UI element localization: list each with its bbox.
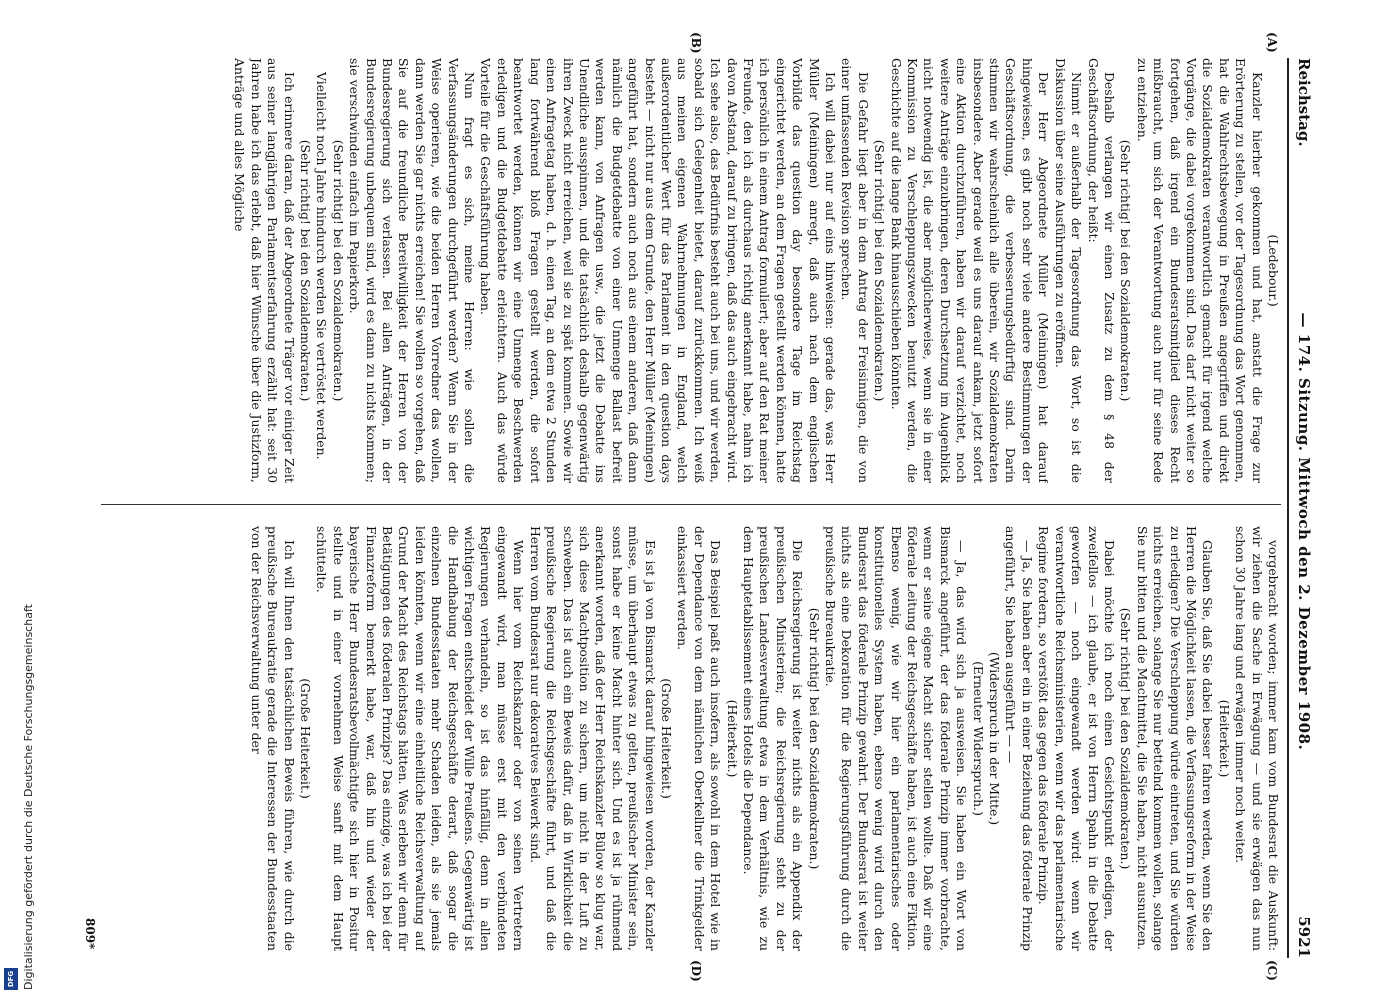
digitization-sidebar xyxy=(0,0,35,1000)
rotated-page-content xyxy=(80,32,1315,982)
paragraph: Es ist ja von Bismarck darauf hingewiesen worden, der Kanzler müsse, um überhaupt etwas zu gelten, preußischer Minister sein, sonst habe er keine Macht hinter sich. Und es ist ja rühmend anerkannt worden, daß der Herr Reichskanzler Bülow so klug war, sich diese Machtposition zu sichern, um nicht in der Luft zu schweben. Das ist auch ein Beweis dafür, daß in Wirklichkeit die preußische Regierung die Reichsgeschäfte führt, und daß die Herren vom Bundesrat nur dekoratives Beiwerk sind. xyxy=(527,526,658,951)
paragraph: Die Gefahr liegt aber in dem Antrag der Freisinnigen, die von einer umfassenden Revision sprechen. xyxy=(839,58,871,483)
paragraph: — Ja, Sie haben aber ein in einer Beziehung das föderale Prinzip angeführt, Sie haben ausgeführt — — xyxy=(1003,526,1035,951)
header-center: — 174. Sitzung. Mittwoch den 2. Dezember 1908. xyxy=(1295,312,1313,751)
margin-mark-c: (C) xyxy=(1265,960,1279,981)
paragraph: Kanzler hierher gekommen und hat, anstatt die Frage zur Erörterung zu stellen, vor der Tagesordnung das Wort genommen, hat die Wahlrechtsbewegung in Preußen angegriffen und direkt die Sozialdemokraten verantwortlich gemacht für irgend welche Vorgänge, die dabei vorgekommen sind. Das darf nicht weiter so fortgehen, daß irgend ein Bundesratsmitglied dieses Recht mißbraucht, um sich der Verantwortung auch nur für seine Rede zu entziehen. xyxy=(1134,58,1265,483)
interjection: (Heiterkeit.) xyxy=(724,699,740,778)
margin-mark-d: (D) xyxy=(689,960,703,982)
header-left: Reichstag. xyxy=(1295,58,1313,147)
right-column xyxy=(101,526,1281,951)
paragraph: vorgebracht worden; immer kam vom Bundesrat die Auskunft: wir ziehen die Sache in Erwägung — und sie erwägen das nun schon 30 Jahre lang und erwägen immer noch weiter. xyxy=(1233,526,1281,951)
page-header xyxy=(1293,58,1315,958)
interjection: (Sehr richtig! bei den Sozialdemokraten.) xyxy=(298,139,314,402)
interjection: (Heiterkeit.) xyxy=(1216,699,1232,778)
interjection: (Sehr richtig! bei den Sozialdemokraten.) xyxy=(330,139,346,402)
interjection: (Sehr richtig! bei den Sozialdemokraten.) xyxy=(872,139,888,402)
paragraph: Ich will dabei nur auf eins hinweisen: gerade das, was Herr Müller (Meiningen) anregt, daß auch nach dem englischen Vorbilde das question day besondere Tage im Reichstag eingerichtet werden, an dem Fragen gestellt werden können, hatte ich persönlich in einem Antrag formuliert; aber auf den Rat meiner Freunde, den ich als durchaus richtig anerkannt habe, nahm ich davon Abstand, darauf zu bringen, daß das auch eingebracht wird. Ich sehe also, das Bedürfnis besteht auch bei uns, und wir werden, sobald sich Gelegenheit bietet, darauf zurückkommen. Ich weiß aus meinen eigenen Wahrnehmungen in England, welch außerordentlicher Wert für das Parlament in den question days besteht — nicht nur aus dem Grunde, den Herr Müller (Meiningen) angeführt hat, sondern auch noch aus einem anderen, daß dann nämlich die Budgetdebatte von einer Unmenge Ballast befreit werden kann, von Anfragen usw., die jetzt die Debatte ins Unendliche ausspinnen, und die tatsächlich deshalb gegenwärtig ihren Zweck nicht erreichen, weil sie zu spät kommen. Sowie wir einen Anfragetag haben, d. h. einen Tag, an dem etwa 2 Stunden lang fortwährend bloß Fragen gestellt werden, die sofort beantwortet werden, können wir eine Unmenge Beschwerden erledigen und die Budgetdebatte erleichtern. Auch das würde Vorteile für die Geschäftsführung haben. xyxy=(478,58,839,483)
digitization-note: Digitalisierung gefördert durch die Deutsche Forschungsgemeinschaft xyxy=(22,604,35,990)
dfg-logo xyxy=(4,968,18,990)
paragraph: Wenn hier vom Reichskanzler oder von seinen Vertretern eingewandt wird, man müsse erst mit den verbündeten Regierungen verhandeln, so ist das hinfällig, denn in allen wichtigen Fragen entscheidet der Wille Preußens. Gegenwärtig ist die Handhabung der Reichsgeschäfte derart, daß sogar die einzelnen Bundesstaaten mehr Schaden leiden, als sie jemals leiden könnten, wenn wir eine einheitliche Reichsverwaltung auf Grund der Macht des Reichstags hätten. Was erleben wir denn für Betätigungen des föderalen Prinzips? Das einzige, was ich bei der Finanzreform bemerkt habe, war, daß hin und wieder der bayerische Herr Bundesratsbevollmächtigte sich hier in Positur stellte und in einer vornehmen Weise sanft mit dem Haupt schüttelte. xyxy=(314,526,527,951)
paragraph: Der Herr Abgeordnete Müller (Meiningen) hat darauf hingewiesen, es gibt noch sehr viele andere Bestimmungen der Geschäftsordnung, die verbesserungsbedürftig sind. Darin stimmen wir wahrscheinlich alle überein, wir Sozialdemokraten insbesondere. Aber gerade weil es uns darauf ankam, jetzt sofort eine Aktion durchzuführen, haben wir darauf verzichtet, noch weitere Anträge einzubringen, deren Durchsetzung im Augenblick nicht notwendig ist, die aber möglicherweise, wenn sie in einer Kommission zu Verschleppungszwecken benutzt werden, die Geschichte auf die lange Bank hinausschieben könnten. xyxy=(888,58,1052,483)
paragraph: Die Reichsregierung ist weiter nichts als ein Appendix der preußischen Ministerien; die Reichsregierung steht zu der preußischen Landesverwaltung etwa in dem Verhältnis, wie zu dem Hauptetablissement eines Hotels die Dependance. xyxy=(741,526,806,951)
paragraph: Vielleicht noch Jahre hindurch werden Sie vertröstet werden. xyxy=(314,72,330,460)
page-number: 5921 xyxy=(1295,916,1313,958)
paragraph: Dabei möchte ich noch einen Gesichtspunkt erledigen, der zweifellos — ich glaube, er ist von Herrn Spahn in die Debatte geworfen — noch eingewandt werden wird: wenn wir verantwortliche Reichsministerien, wenn wir das parlamentarische Regime fordern, so verstößt das gegen das föderale Prinzip. xyxy=(1036,526,1117,951)
interjection: (Große Heiterkeit.) xyxy=(658,678,674,799)
interjection: (Erneuter Widerspruch.) xyxy=(970,661,986,816)
column-divider xyxy=(101,504,1281,505)
left-column xyxy=(81,58,1281,483)
paragraph: Ich will Ihnen den tatsächlichen Beweis führen, wie durch die preußische Bureaukratie gerade die Interessen der Bundesstaaten von der Reichsverwaltung unter der xyxy=(248,526,297,951)
paragraph: (Ledebour.) xyxy=(1266,234,1281,307)
paragraph: Nun fragt es sich, meine Herren: wie sollen die Verfassungsänderungen durchgeführt werden? Wenn Sie in der Weise operieren, wie die beiden Herren Vorredner das wollen, dann werden Sie gar nichts erreichen! Sie wollen so vorgehen, daß Sie auf die freundliche Bereitwilligkeit der Herren von der Bundesregierung sich verlassen. Bei allen Anträgen, in der Bundesregierung unbequem sind, wird es dann zu nichts kommen; sie verschwinden einfach im Papierkorb. xyxy=(347,58,478,483)
margin-mark-a: (A) xyxy=(1265,32,1279,53)
paragraph: Das Beispiel paßt auch insofern, als sowohl in dem Hotel wie in der Dependance von dem nämlichen Oberkellner die Trinkgelder einkassiert werden. xyxy=(675,526,724,951)
dfg-logo-text: DFG xyxy=(7,970,15,988)
interjection: (Widerspruch in der Mitte.) xyxy=(987,651,1003,826)
paragraph: Ich erinnere daran, daß der Abgeordnete Träger vor einiger Zeit aus seiner langjährigen Parlamentserfahrung erzählt hat: seit 30 Jahren habe ich das erlebt, daß hier Wünsche über die Justizform, Anträge und alles Mögliche xyxy=(232,58,297,483)
interjection: (Sehr richtig! bei den Sozialdemokraten.) xyxy=(1118,607,1134,870)
paragraph: Glauben Sie, daß Sie dabei besser fahren werden, wenn Sie den Herren die Möglichkeit lassen, die Verfassungsreform in der Weise zu erledigen? Die Verschleppung würde eintreten, und Sie würden nichts erreichen, solange Sie nur bettelnd kommen wollen, solange Sie nur bitten und die Machtmittel, die Sie haben, nicht ausnutzen. xyxy=(1134,526,1216,951)
interjection: (Sehr richtig! bei den Sozialdemokraten.) xyxy=(806,607,822,870)
footer-page-mark: 809* xyxy=(83,918,97,950)
interjection: (Sehr richtig! bei den Sozialdemokraten.) xyxy=(1118,139,1134,402)
paragraph: — Ja, das wird sich ja ausweisen. Sie haben ein Wort von Bismarck angeführt, der das föderale Prinzip immer vorbrachte, wenn er seine eigene Macht sicher stellen wollte. Daß wir eine föderale Leitung der Reichsgeschäfte haben, ist auch eine Fiktion. Ebenso wenig, wie wir hier ein parlamentarisches oder konstitutionelles System haben, ebenso wenig wird durch den Bundesrat das föderale Prinzip gewahrt. Der Bundesrat ist weiter nichts als eine Dekoration für die Regierungsführung durch die preußische Bureaukratie. xyxy=(823,526,970,951)
interjection: (Große Heiterkeit.) xyxy=(298,678,314,799)
paragraph: Deshalb verlangen wir einen Zusatz zu dem § 48 der Geschäftsordnung, der heißt: xyxy=(1085,58,1117,483)
margin-mark-b: (B) xyxy=(689,32,703,54)
paragraph: Nimmt er außerhalb der Tagesordnung das Wort, so ist die Diskussion über seine Ausführungen zu eröffnen. xyxy=(1052,58,1085,483)
header-rule xyxy=(1287,58,1289,958)
